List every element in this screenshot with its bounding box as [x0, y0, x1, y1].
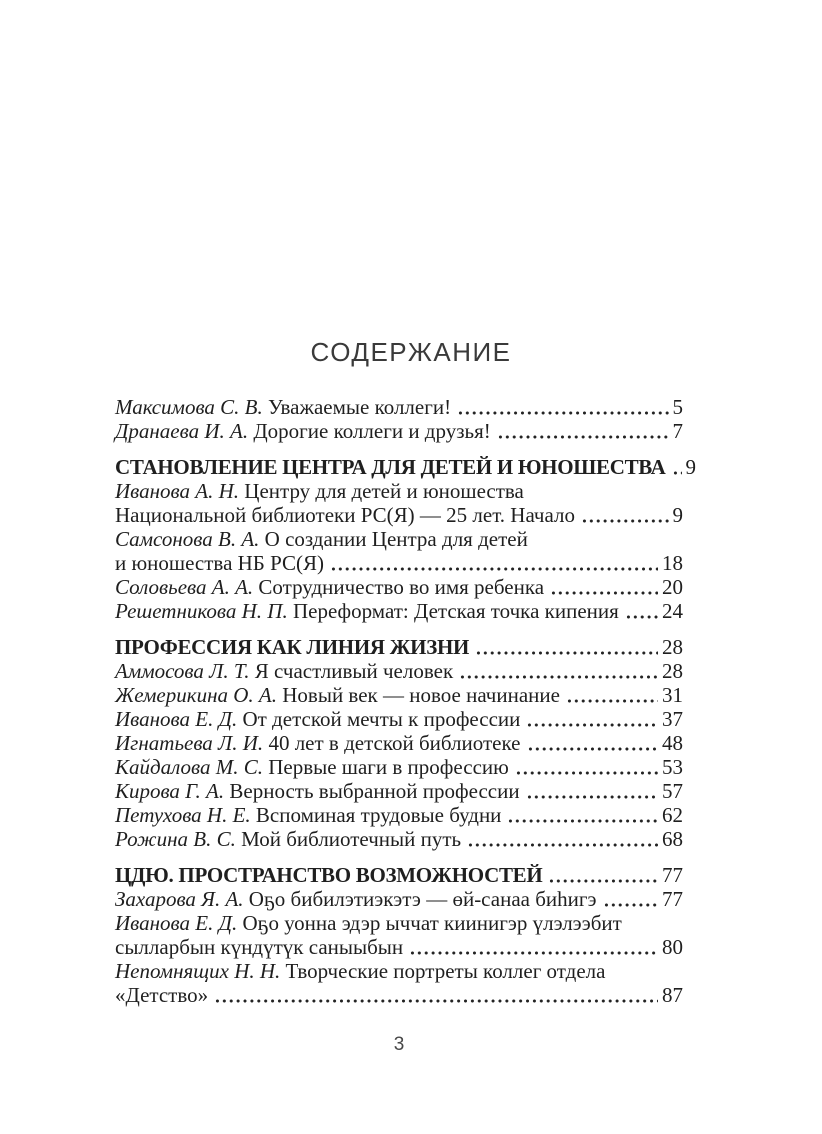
toc-entry-text: Дорогие коллеги и друзья!: [248, 419, 491, 443]
toc-entry-text: Мой библиотечный путь: [235, 827, 462, 851]
toc-entry-author: Иванова Е. Д.: [115, 911, 238, 935]
toc-entry-author: Соловьева А. А.: [115, 575, 254, 599]
toc-entry-author: Захарова Я. А.: [115, 887, 244, 911]
toc-entry-continuation: [115, 935, 683, 959]
dot-leader: [457, 395, 668, 419]
page-ref: 57: [662, 779, 683, 803]
toc-entry-text: Переформат: Детская точка кипения: [287, 599, 619, 623]
toc-entry-author: Кайдалова М. С.: [115, 755, 263, 779]
toc-heading-text: ЦДЮ. ПРОСТРАНСТВО ВОЗМОЖНОСТЕЙ: [115, 863, 543, 887]
toc-entry: [115, 599, 683, 623]
toc-entry-text: Уважаемые коллеги!: [262, 395, 452, 419]
dot-leader: [475, 635, 658, 659]
toc-title: СОДЕРЖАНИЕ: [310, 337, 512, 367]
toc-entry-text: Оҕо уонна эдэр ыччат киинигэр үлэлээбит: [237, 911, 622, 935]
toc-entry-text: О создании Центра для детей: [259, 527, 528, 551]
toc-entry: [115, 755, 683, 779]
page-ref: 87: [662, 983, 683, 1007]
page-ref: 31: [662, 683, 683, 707]
toc-entry-continuation: [115, 503, 683, 527]
toc-entry-text: От детской мечты к профессии: [237, 707, 521, 731]
toc-entry: [115, 779, 683, 803]
toc-section-heading: [115, 635, 683, 659]
toc-entry-author: Непомнящих Н. Н.: [115, 959, 281, 983]
toc-entry-text: Национальной библиотеки РС(Я) — 25 лет. Начало: [115, 503, 575, 527]
toc-entry-text: Я счастливый человек: [249, 659, 454, 683]
page-ref: 77: [662, 887, 683, 911]
toc-entry-text: 40 лет в детской библиотеке: [263, 731, 521, 755]
toc-entry-text: Центру для детей и юношества: [239, 479, 524, 503]
toc-heading-text: СТАНОВЛЕНИЕ ЦЕНТРА ДЛЯ ДЕТЕЙ И ЮНОШЕСТВА: [115, 455, 666, 479]
dot-leader: [548, 863, 658, 887]
toc-entry: [115, 419, 683, 443]
toc-entry: [115, 887, 683, 911]
toc-entry-author: Максимова С. В.: [115, 395, 263, 419]
dot-leader: [581, 503, 669, 527]
dot-leader: [550, 575, 658, 599]
dot-leader: [566, 683, 658, 707]
toc-entry-text: и юношества НБ РС(Я): [115, 551, 325, 575]
table-of-contents: [115, 395, 697, 1007]
toc-entry-text: Творческие портреты коллег отдела: [280, 959, 606, 983]
toc-entry: [115, 575, 683, 599]
toc-entry-author: Рожина В. С.: [115, 827, 236, 851]
dot-leader: [497, 419, 669, 443]
page-ref: 24: [662, 599, 683, 623]
dot-leader: [507, 803, 658, 827]
toc-entry-author: Петухова Н. Е.: [115, 803, 251, 827]
toc-entry-author: Аммосова Л. Т.: [115, 659, 250, 683]
page-ref: 48: [662, 731, 683, 755]
page-ref: 18: [662, 551, 683, 575]
dot-leader: [526, 707, 658, 731]
page-ref: 62: [662, 803, 683, 827]
toc-entry: [115, 683, 683, 707]
toc-entry-text: Первые шаги в профессию: [262, 755, 509, 779]
page-ref: 77: [662, 863, 683, 887]
toc-entry-text: Новый век — новое начинание: [277, 683, 560, 707]
dot-leader: [625, 599, 658, 623]
page-ref: 7: [672, 419, 683, 443]
page-ref: 9: [685, 455, 697, 479]
toc-heading-text: ПРОФЕССИЯ КАК ЛИНИЯ ЖИЗНИ: [115, 635, 470, 659]
page-ref: 80: [662, 935, 683, 959]
toc-entry-author: Решетникова Н. П.: [115, 599, 288, 623]
page-ref: 28: [662, 635, 683, 659]
dot-leader: [527, 731, 659, 755]
toc-entry-author: Дранаева И. А.: [115, 419, 249, 443]
toc-entry: [115, 803, 683, 827]
toc-section-heading: [115, 863, 683, 887]
toc-entry-text: Оҕо бибилэтиэкэтэ — өй-санаа биһигэ: [243, 887, 597, 911]
page-ref: 53: [662, 755, 683, 779]
toc-entry: [115, 659, 683, 683]
dot-leader: [526, 779, 658, 803]
page-ref: 20: [662, 575, 683, 599]
toc-section-heading: [115, 455, 697, 479]
toc-entry-continuation: [115, 983, 683, 1007]
dot-leader: [409, 935, 658, 959]
dot-leader: [330, 551, 658, 575]
toc-entry-author: Жемерикина О. А.: [115, 683, 277, 707]
dot-leader: [459, 659, 658, 683]
toc-entry: [115, 395, 683, 419]
page-ref: 68: [662, 827, 683, 851]
dot-leader: [672, 455, 682, 479]
toc-entry: [115, 479, 683, 503]
dot-leader: [603, 887, 659, 911]
folio-page-number: 3: [393, 1034, 405, 1055]
toc-entry-text: сылларбын күндүтүк саныыбын: [115, 935, 404, 959]
toc-entry-author: Кирова Г. А.: [115, 779, 225, 803]
toc-entry-author: Иванова А. Н.: [115, 479, 240, 503]
toc-entry: [115, 827, 683, 851]
dot-leader: [515, 755, 658, 779]
toc-entry: [115, 731, 683, 755]
toc-entry-text: Сотрудничество во имя ребенка: [253, 575, 545, 599]
toc-entry: [115, 527, 683, 551]
toc-entry-author: Самсонова В. А.: [115, 527, 260, 551]
toc-entry: [115, 911, 683, 935]
toc-entry-text: Верность выбранной профессии: [224, 779, 520, 803]
toc-entry: [115, 959, 683, 983]
toc-entry-text: Вспоминая трудовые будни: [250, 803, 502, 827]
page-ref: 28: [662, 659, 683, 683]
toc-entry-author: Игнатьева Л. И.: [115, 731, 264, 755]
toc-entry-author: Иванова Е. Д.: [115, 707, 238, 731]
page-ref: 37: [662, 707, 683, 731]
toc-entry: [115, 707, 683, 731]
dot-leader: [214, 983, 658, 1007]
page-ref: 9: [672, 503, 683, 527]
page-ref: 5: [672, 395, 683, 419]
toc-entry-text: «Детство»: [115, 983, 209, 1007]
toc-entry-continuation: [115, 551, 683, 575]
dot-leader: [467, 827, 658, 851]
